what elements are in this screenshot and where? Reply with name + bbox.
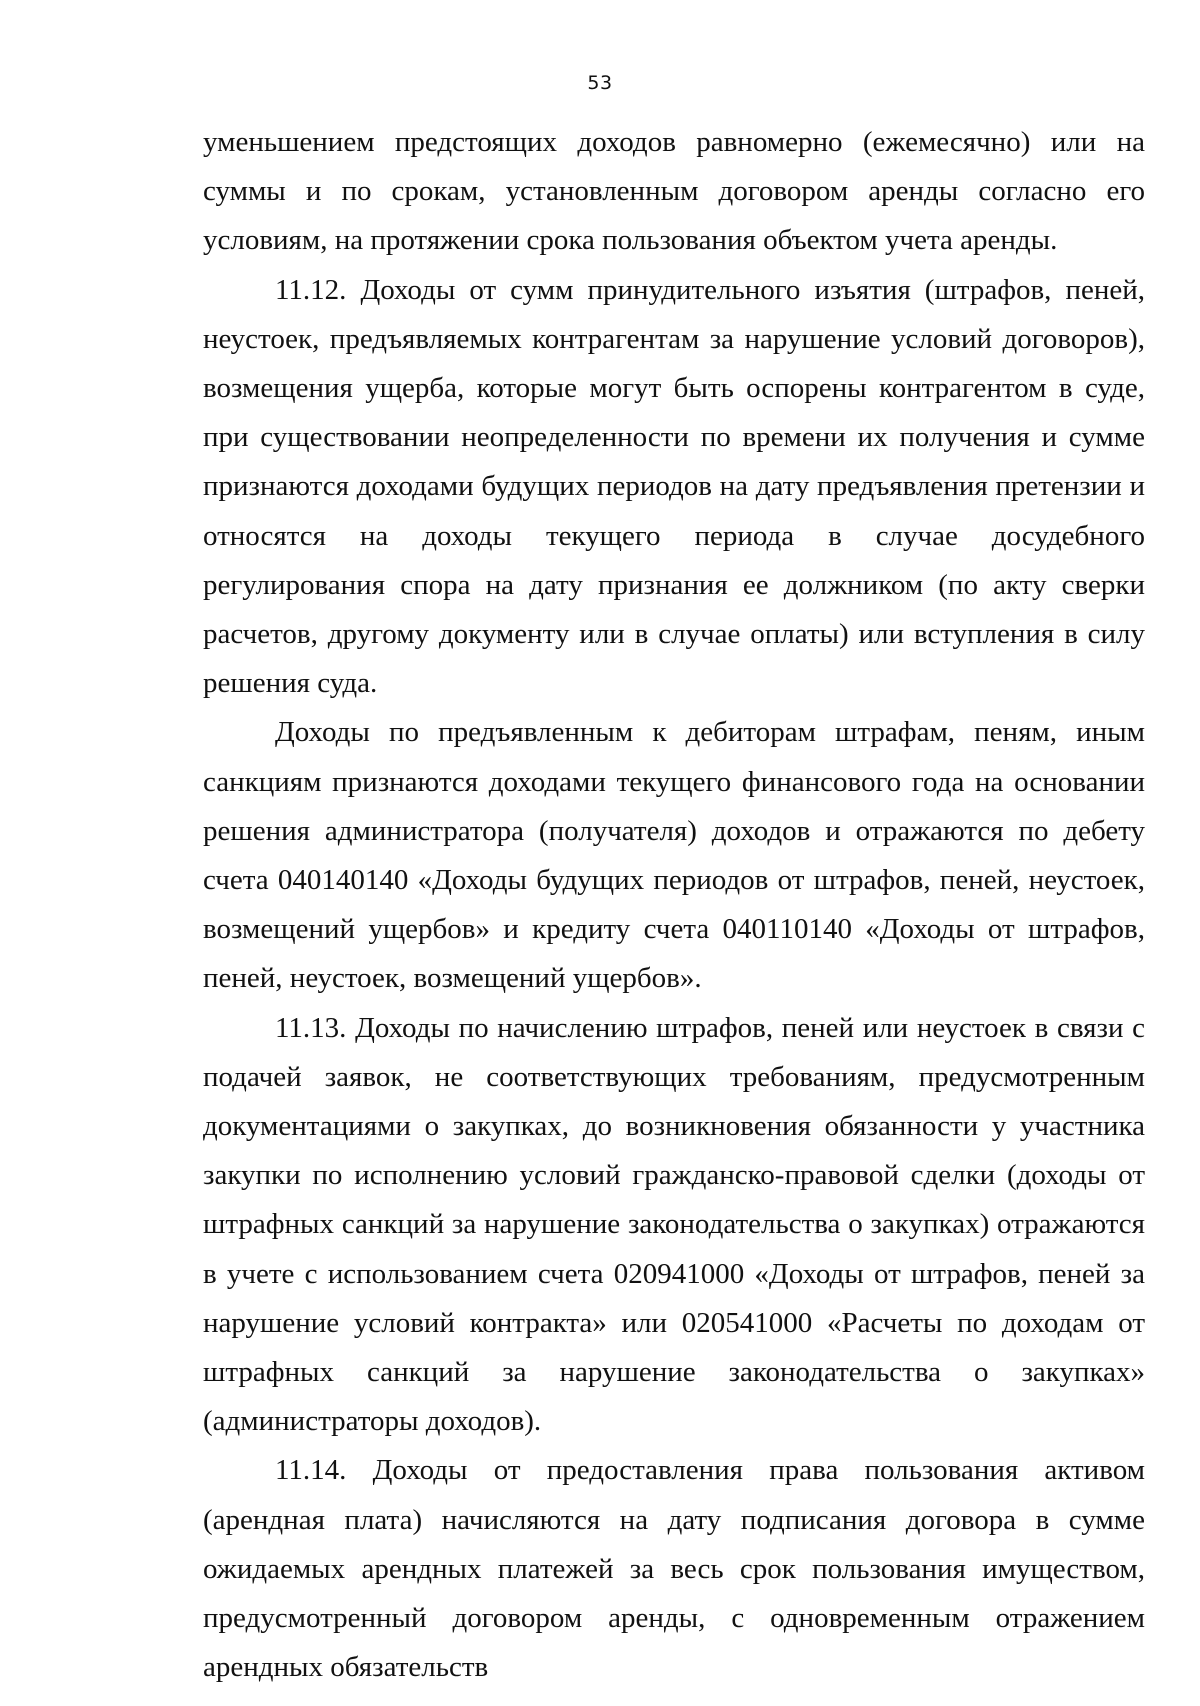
paragraph-11-14: 11.14. Доходы от предоставления права пользования активом (арендная плата) начисляются на дату подписания договора в сумме ожидаемых арендных платежей за весь срок пользования имуществом, предусмотренный договором аренды, с одновременным отражением арендных обязательств bbox=[203, 1454, 1145, 1684]
paragraph-11-12: 11.12. Доходы от сумм принудительного изъятия (штрафов, пеней, неустоек, предъявляемых контрагентам за нарушение условий договоров), возмещения ущерба, которые могут быть оспорены контрагентом в суде, при существовании неопределенности по времени их получения и сумме признаются доходами будущих периодов на дату предъявления претензии и относятся на доходы текущего периода в случае досудебного регулирования спора на дату признания ее должником (по акту сверки расчетов, другому документу или в случае оплаты) или вступления в силу решения суда. bbox=[203, 273, 1145, 700]
page-number: 53 bbox=[587, 72, 613, 94]
paragraph-11-12-debtors: Доходы по предъявленным к дебиторам штрафам, пеням, иным санкциям признаются доходами текущего финансового года на основании решения администратора (получателя) доходов и отражаются по дебету счета 040140140 «Доходы будущих периодов от штрафов, пеней, неустоек, возмещений ущербов» и кредиту счета 040110140 «Доходы от штрафов, пеней, неустоек, возмещений ущербов». bbox=[203, 716, 1145, 995]
paragraph-continuation: уменьшением предстоящих доходов равномерно (ежемесячно) или на суммы и по срокам, установленным договором аренды согласно его условиям, на протяжении срока пользования объектом учета аренды. bbox=[203, 126, 1145, 257]
paragraph-11-13: 11.13. Доходы по начислению штрафов, пеней или неустоек в связи с подачей заявок, не соответствующих требованиям, предусмотренным документациями о закупках, до возникновения обязанности у участника закупки по исполнению условий гражданско-правовой сделки (доходы от штрафных санкций за нарушение законодательства о закупках) отражаются в учете с использованием счета 020941000 «Доходы от штрафов, пеней за нарушение условий контракта» или 020541000 «Расчеты по доходам от штрафных санкций за нарушение законодательства о закупках» (администраторы доходов). bbox=[203, 1011, 1145, 1438]
document-body bbox=[203, 118, 1145, 1693]
